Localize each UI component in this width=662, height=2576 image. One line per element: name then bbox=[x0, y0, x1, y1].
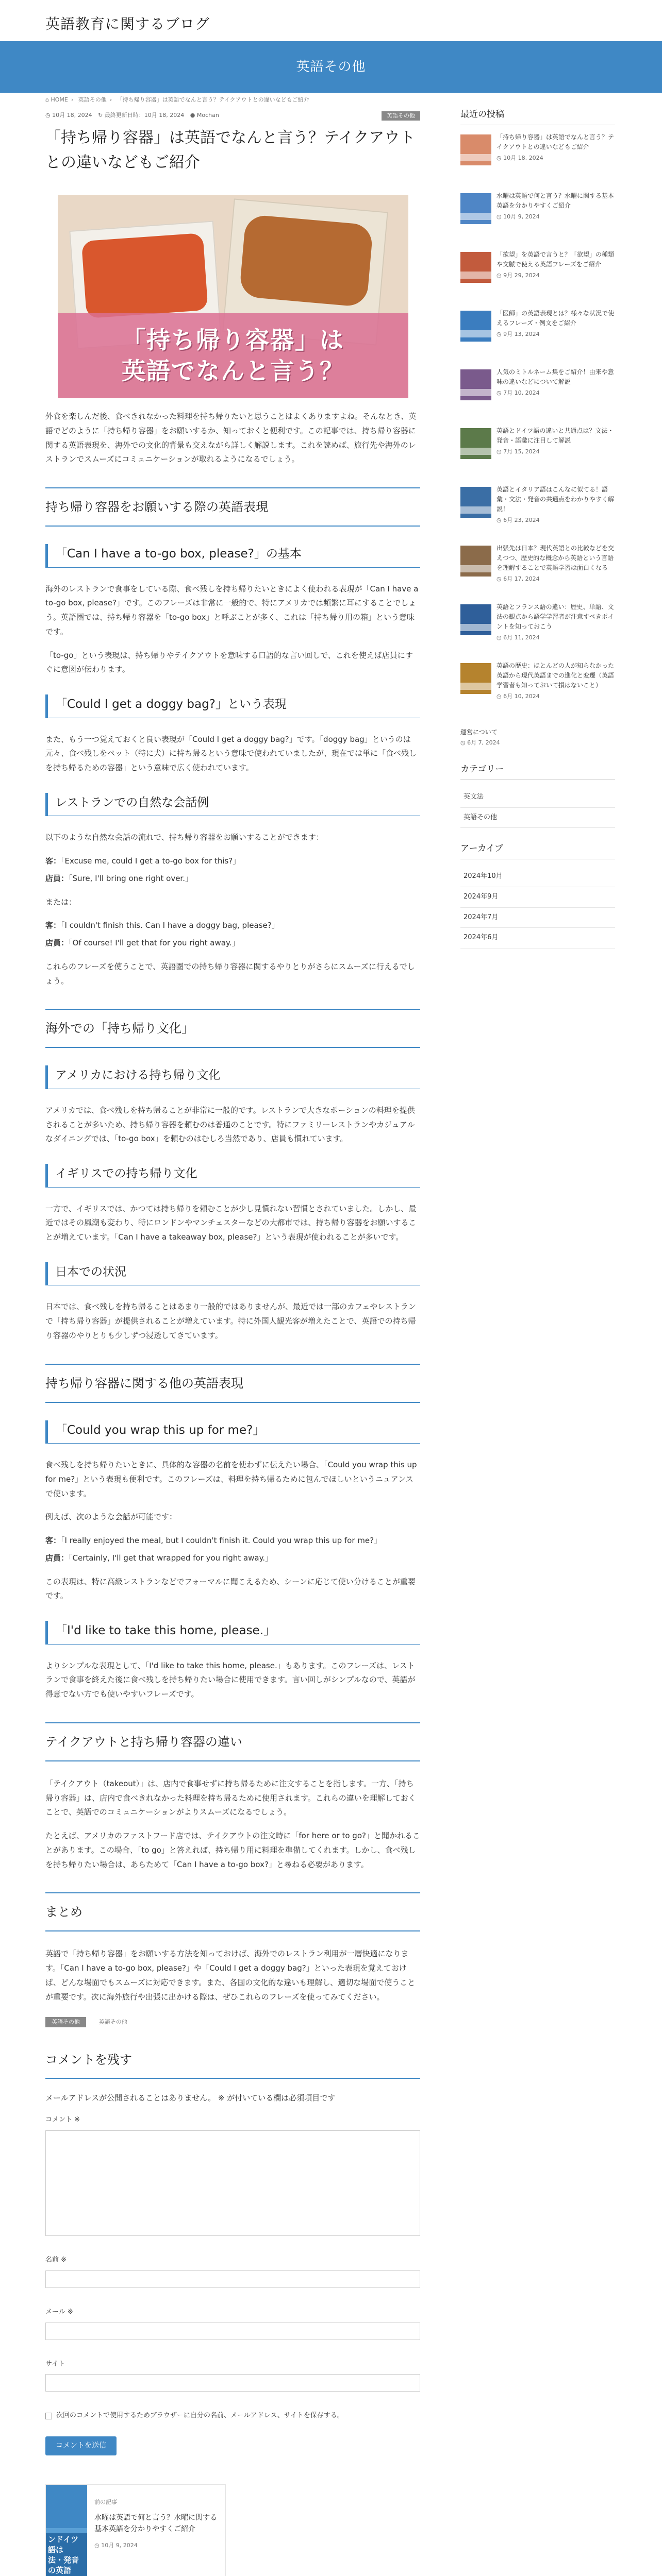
recent-post-thumbnail[interactable] bbox=[460, 663, 491, 694]
categories-title: カテゴリー bbox=[460, 762, 615, 780]
thumb-band bbox=[460, 624, 491, 631]
comment-label: コメント ※ bbox=[45, 2116, 80, 2124]
dialog-example bbox=[45, 1534, 420, 1566]
calendar-icon: ◷ bbox=[496, 331, 504, 338]
recent-post-item[interactable] bbox=[460, 661, 615, 720]
recent-post-title[interactable]: 英語とイタリア語はこんなに似てる！語彙・文法・発音の共通点をわかりやすく解説！ bbox=[496, 485, 615, 513]
recent-post-title[interactable]: 出張先は日本？現代英語との比較などを交えつつ、歴史的な概念から英語という言語を理解することで英語学習は面白くなる bbox=[496, 544, 615, 572]
home-icon: ⌂ bbox=[45, 96, 49, 103]
food-fill bbox=[81, 233, 208, 318]
recent-post-text bbox=[496, 309, 615, 367]
category-link[interactable]: 英語その他 bbox=[460, 808, 615, 828]
recent-post-date-text: 7月 10, 2024 bbox=[503, 389, 540, 397]
tag-link[interactable]: 英語その他 bbox=[45, 2017, 86, 2027]
previous-post-card[interactable] bbox=[45, 2484, 226, 2576]
subsection-heading: アメリカにおける持ち帰り文化 bbox=[45, 1065, 420, 1089]
site-header bbox=[0, 0, 662, 41]
dialog-text: 「Sure, I'll bring one right over.」 bbox=[69, 873, 193, 883]
subsection-heading: 「Could you wrap this up for me?」 bbox=[45, 1420, 420, 1444]
section-heading: まとめ bbox=[45, 1892, 420, 1931]
thumb-band bbox=[460, 154, 491, 161]
calendar-icon: ◷ bbox=[496, 517, 504, 524]
recent-post-date-text: 9月 13, 2024 bbox=[503, 331, 540, 338]
paragraph: 一方で、イギリスでは、かつては持ち帰りを頼むことが少し見慣れない習慣とされていました。しかし、最近ではその風潮も変わり、特にロンドンやマンチェスターなどの大都市では、持ち帰り容器をお願いすることが増えています。「Can I have a takeaway box, please?」という表現が使われることが多いです。 bbox=[45, 1204, 417, 1242]
dialog-text: 「I really enjoyed the meal, but I couldn't finish it. Could you wrap this up for me?」 bbox=[61, 1536, 382, 1545]
recent-post-item[interactable] bbox=[460, 485, 615, 544]
comment-form-title: コメントを残す bbox=[45, 2049, 420, 2079]
post-meta bbox=[45, 110, 420, 122]
section-heading: 持ち帰り容器をお願いする際の英語表現 bbox=[45, 487, 420, 527]
dialog-text: 「Certainly, I'll get that wrapped for you right away.」 bbox=[69, 1553, 273, 1563]
speaker-label: 客： bbox=[45, 921, 61, 930]
recent-posts-list bbox=[460, 132, 615, 720]
paragraph: 「to-go」という表現は、持ち帰りやテイクアウトを意味する口語的な言い回しで、これを使えば店員にすぐに意図が伝わります。 bbox=[45, 650, 413, 674]
recent-post-text bbox=[496, 426, 615, 485]
calendar-icon: ◷ bbox=[496, 213, 504, 221]
comment-form-note: メールアドレスが公開されることはありません。 ※ が付いている欄は必須項目です bbox=[45, 2093, 336, 2103]
name-label: 名前 ※ bbox=[45, 2256, 67, 2264]
dialog-line bbox=[45, 854, 420, 869]
post-tags bbox=[45, 2014, 420, 2028]
save-info-row bbox=[45, 2410, 420, 2422]
comment-form bbox=[45, 2049, 420, 2455]
speaker-label: 店員： bbox=[45, 1553, 69, 1563]
calendar-icon: ◷ bbox=[496, 693, 504, 700]
archive-link[interactable]: 2024年7月 bbox=[460, 908, 615, 928]
recent-post-text bbox=[496, 485, 615, 544]
recent-post-text bbox=[496, 367, 615, 426]
speaker-label: 店員： bbox=[45, 873, 69, 883]
recent-post-thumbnail[interactable] bbox=[460, 546, 491, 577]
recent-post-date bbox=[496, 329, 615, 339]
paragraph: よりシンプルな表現として、「I'd like to take this home, please.」もあります。このフレーズは、レストランで食事を終えた後に食べ残しを持ち帰りたい場合に使用できます。言い回しがシンプルなので、英語が得意でない方でも使いやすいフレーズです。 bbox=[45, 1660, 416, 1699]
submit-comment-button[interactable]: コメントを送信 bbox=[45, 2436, 117, 2455]
recent-post-date bbox=[496, 388, 615, 398]
thumb-band bbox=[460, 506, 491, 514]
about-date-text: 6月 7, 2024 bbox=[467, 739, 500, 746]
recent-post-title[interactable]: 英語とフランス語の違い：歴史、単語、文法の観点から語学学習者が注意すべきポイントを知っておこう bbox=[496, 603, 614, 631]
breadcrumb-home[interactable]: HOME bbox=[51, 96, 68, 103]
recent-post-date-text: 9月 29, 2024 bbox=[503, 272, 540, 279]
recent-post-text bbox=[496, 544, 615, 602]
paragraph: 食べ残しを持ち帰りたいときに、具体的な容器の名前を使わずに伝えたい場合、「Could you wrap this up for me?」という表現も便利です。このフレーズは、料理を持ち帰るために包んでほしいというニュアンスで使います。 bbox=[45, 1460, 417, 1498]
previous-post-date bbox=[94, 2540, 218, 2550]
recent-post-item[interactable] bbox=[460, 191, 615, 250]
recent-post-text bbox=[496, 661, 615, 720]
recent-post-title[interactable]: 「持ち帰り容器」は英語でなんと言う？テイクアウトとの違いなどもご紹介 bbox=[496, 133, 615, 150]
recent-post-date bbox=[496, 153, 615, 163]
site-label: サイト bbox=[45, 2360, 65, 2368]
recent-post-title[interactable]: 人気のミトルネーム集をご紹介！由来や意味の違いなどについて解説 bbox=[496, 368, 614, 385]
intro-paragraph: 外食を楽しんだ後、食べきれなかった料理を持ち帰りたいと思うことはよくありますよね。そんなとき、英語でどのように「持ち帰り容器」をお願いするか、知っておくと便利です。この記事では、持ち帰り容器に関する英語表現を、海外での文化的背景も交えながら詳しく解説します。これを読めば、旅行先や海外のレストランでスムーズにコミュニケーションが取れるようになるでしょう。 bbox=[45, 412, 417, 464]
previous-post-body bbox=[87, 2485, 225, 2576]
dialog-line bbox=[45, 1551, 420, 1566]
recent-post-title[interactable]: 「欲望」を英語で言うと？「欲望」の種類や文脈で使える英語フレーズをご紹介 bbox=[496, 250, 615, 268]
dialog-line bbox=[45, 872, 420, 886]
paragraph: また、もう一つ覚えておくと良い表現が「Could I get a doggy bag?」です。「doggy bag」というのは元々、食べ残しをペット（特に犬）に持ち帰るという意味で使われていましたが、現在では単に「食べ残しを持ち帰るための容器」という意味で広く使われています。 bbox=[45, 734, 417, 772]
eyecatch-caption bbox=[58, 313, 408, 398]
recent-post-text bbox=[496, 191, 615, 250]
recent-post-title[interactable]: 英語とドイツ語の違いと共通点は？文法・発音・語彙に注目して解説 bbox=[496, 427, 614, 444]
thumb-band bbox=[460, 272, 491, 279]
breadcrumb-category[interactable]: 英語その他 bbox=[78, 96, 107, 103]
thumb-band bbox=[460, 213, 491, 220]
paragraph: アメリカでは、食べ残しを持ち帰ることが非常に一般的です。レストランで大きなポーションの料理を提供されることが多いため、持ち帰り容器を頼むのは普通のことです。特にファミリーレストランやカジュアルなダイニングでは、「to-go box」を頼むのはむしろ当然であり、店員も慣れています。 bbox=[45, 1105, 415, 1144]
recent-post-thumbnail[interactable] bbox=[460, 369, 491, 400]
breadcrumb-separator: › bbox=[71, 96, 74, 103]
name-field[interactable] bbox=[45, 2270, 420, 2288]
recent-post-thumbnail[interactable] bbox=[460, 428, 491, 459]
thumb-band bbox=[460, 330, 491, 337]
archive-link[interactable]: 2024年9月 bbox=[460, 887, 615, 908]
paragraph: 以下のような自然な会話の流れで、持ち帰り容器をお願いすることができます： bbox=[45, 833, 324, 842]
paragraph: この表現は、特に高級レストランなどでフォーマルに聞こえるため、シーンに応じて使い分けることが重要です。 bbox=[45, 1577, 416, 1601]
recent-post-item[interactable] bbox=[460, 602, 615, 661]
recent-post-text bbox=[496, 250, 615, 309]
paragraph: 例えば、次のような会話が可能です： bbox=[45, 1512, 177, 1522]
recent-post-date-text: 6月 10, 2024 bbox=[503, 693, 540, 700]
section-heading: 海外での「持ち帰り文化」 bbox=[45, 1009, 420, 1048]
published-date: 10月 18, 2024 bbox=[52, 112, 92, 118]
calendar-icon: ◷ bbox=[496, 389, 504, 397]
recent-post-thumbnail[interactable] bbox=[460, 193, 491, 224]
thumb-caption-line: ンドイツ語は bbox=[48, 2534, 79, 2554]
main-column bbox=[45, 107, 420, 2576]
recent-post-thumbnail[interactable] bbox=[460, 134, 491, 165]
recent-post-date bbox=[496, 574, 615, 584]
calendar-icon: ◷ bbox=[94, 2541, 100, 2549]
email-label: メール ※ bbox=[45, 2308, 73, 2316]
calendar-icon: ◷ bbox=[496, 448, 504, 455]
calendar-icon: ◷ bbox=[496, 272, 504, 279]
previous-post-date-text: 10月 9, 2024 bbox=[101, 2541, 138, 2549]
dialog-text: 「Excuse me, could I get a to-go box for this?」 bbox=[61, 856, 241, 866]
updated-date: 最終更新日時：10月 18, 2024 bbox=[104, 112, 185, 118]
about-widget bbox=[460, 727, 615, 748]
thumb-band bbox=[460, 389, 491, 396]
breadcrumb-separator: › bbox=[109, 96, 112, 103]
recent-post-date bbox=[496, 515, 615, 525]
recent-post-date-text: 6月 23, 2024 bbox=[503, 517, 540, 524]
recent-post-date-text: 10月 18, 2024 bbox=[503, 155, 543, 162]
about-link[interactable]: 運営について bbox=[460, 728, 498, 736]
recent-post-date-text: 10月 9, 2024 bbox=[503, 213, 540, 221]
speaker-label: 店員： bbox=[45, 938, 69, 947]
eyecatch-line: 「持ち帰り容器」は bbox=[122, 326, 344, 354]
eyecatch-line: 英語でなんと言う？ bbox=[122, 357, 344, 385]
subsection-heading: 日本での状況 bbox=[45, 1262, 420, 1286]
thumb-band bbox=[460, 448, 491, 455]
recent-post-item[interactable] bbox=[460, 544, 615, 602]
category-link[interactable]: 英文法 bbox=[460, 787, 615, 808]
post-title: 「持ち帰り容器」は英語でなんと言う？テイクアウトとの違いなどもご紹介 bbox=[45, 129, 416, 172]
paragraph: これらのフレーズを使うことで、英語圏での持ち帰り容器に関するやりとりがさらにスムーズに行えるでしょう。 bbox=[45, 961, 415, 986]
recent-post-thumbnail[interactable] bbox=[460, 604, 491, 635]
speaker-label: 客： bbox=[45, 1536, 61, 1545]
breadcrumb bbox=[0, 93, 662, 107]
archive-title: アーカイブ bbox=[460, 841, 615, 859]
recent-post-item[interactable] bbox=[460, 250, 615, 309]
subsection-heading: 「Could I get a doggy bag?」という表現 bbox=[45, 694, 420, 718]
recent-post-date bbox=[496, 691, 615, 701]
food-fill bbox=[239, 214, 373, 308]
recent-post-date bbox=[496, 270, 615, 280]
thumb-band bbox=[460, 683, 491, 690]
dialog-example bbox=[45, 919, 420, 951]
eyecatch-image bbox=[58, 195, 408, 398]
paragraph: 海外のレストランで食事をしている際、食べ残しを持ち帰りたいときによく使われる表現が「Can I have a to-go box, please?」です。このフレーズは非常に一般的で、特にアメリカでは頻繁に耳にすることでしょう。英語圏では、持ち帰り容器を「to-go box」と呼ぶことが多く、これは「持ち帰り用の箱」という意味です。 bbox=[45, 584, 419, 636]
author-name: Mochan bbox=[196, 112, 219, 118]
recent-post-thumbnail[interactable] bbox=[460, 487, 491, 518]
sidebar bbox=[460, 107, 615, 948]
tag-link[interactable]: 英語その他 bbox=[98, 2019, 127, 2026]
thumb-caption-line: 法・発音の英語 bbox=[48, 2555, 79, 2575]
email-field[interactable] bbox=[45, 2323, 420, 2340]
calendar-icon: ◷ bbox=[496, 634, 504, 641]
paragraph: 「テイクアウト（takeout）」は、店内で食事せずに持ち帰るために注文することを指します。一方、「持ち帰り容器」は、店内で食べきれなかった料理を持ち帰るために使用されます。これらの違いを理解しておくことで、英語でのコミュニケーションがよりスムーズになるでしょう。 bbox=[45, 1778, 416, 1817]
subsection-heading: 「Can I have a to-go box, please?」の基本 bbox=[45, 544, 420, 568]
recent-post-text bbox=[496, 132, 615, 191]
recent-post-text bbox=[496, 602, 615, 661]
calendar-icon: ◷ bbox=[45, 112, 51, 118]
calendar-icon: ◷ bbox=[496, 155, 504, 162]
previous-post-thumbnail bbox=[46, 2485, 87, 2576]
save-info-label: 次回のコメントで使用するためブラウザーに自分の名前、メールアドレス、サイトを保存する。 bbox=[56, 2412, 344, 2420]
archive-link[interactable]: 2024年10月 bbox=[460, 867, 615, 887]
speaker-label: 客： bbox=[45, 856, 61, 866]
author-icon: ● bbox=[190, 112, 195, 118]
recent-posts-title: 最近の投稿 bbox=[460, 107, 615, 125]
comment-textarea[interactable] bbox=[45, 2130, 420, 2236]
category-banner: 英語その他 bbox=[0, 41, 662, 93]
recent-post-date-text: 7月 15, 2024 bbox=[503, 448, 540, 455]
previous-post-label: 前の記事 bbox=[94, 2498, 118, 2505]
thumb-caption bbox=[46, 2533, 87, 2576]
recent-post-thumbnail[interactable] bbox=[460, 311, 491, 342]
recent-post-date bbox=[496, 633, 615, 642]
dialog-line bbox=[45, 1534, 420, 1548]
dialog-line bbox=[45, 919, 420, 933]
recent-post-title[interactable]: 英語の歴史：ほとんどの人が知らなかった英語から現代英語までの進化と変遷（英語学習者も知っておいて損はないこと） bbox=[496, 662, 615, 689]
recent-post-item[interactable] bbox=[460, 426, 615, 485]
thumb-band bbox=[460, 565, 491, 572]
recent-post-item[interactable] bbox=[460, 309, 615, 367]
dialog-example bbox=[45, 854, 420, 886]
recent-post-item[interactable] bbox=[460, 367, 615, 426]
recent-post-date-text: 6月 17, 2024 bbox=[503, 575, 540, 583]
subsection-heading: イギリスでの持ち帰り文化 bbox=[45, 1164, 420, 1188]
paragraph: または： bbox=[45, 897, 77, 907]
recent-post-date bbox=[496, 212, 615, 222]
previous-post-title[interactable]: 水曜は英語で何と言う？水曜に関する基本英語を分かりやすくご紹介 bbox=[94, 2513, 218, 2534]
subsection-heading: レストランでの自然な会話例 bbox=[45, 793, 420, 817]
paragraph: たとえば、アメリカのファストフード店では、テイクアウトの注文時に「for here or to go?」と聞かれることがあります。この場合、「to go」と答えれば、持ち帰り用に料理を準備してくれます。しかし、食べ残しを持ち帰りたい場合は、あらためて「Can I have a to-go box?」と尋ねる必要があります。 bbox=[45, 1831, 420, 1869]
recent-post-date-text: 6月 11, 2024 bbox=[503, 634, 540, 641]
paragraph: 英語で「持ち帰り容器」をお願いする方法を知っておけば、海外でのレストラン利用が一層快適になります。「Can I have a to-go box, please?」や「Could I get a doggy bag?」といった表現を覚えておけば、どんな場面でもスムーズに対応できます。また、各国の文化的な違いも理解し、適切な場面で使うことが重要です。次に海外旅行や出張に出かける際は、ぜひこれらのフレーズを使ってみてください。 bbox=[45, 1949, 416, 2002]
calendar-icon: ◷ bbox=[496, 575, 504, 583]
about-date bbox=[460, 738, 615, 748]
subsection-heading: 「I'd like to take this home, please.」 bbox=[45, 1621, 420, 1645]
section-heading: 持ち帰り容器に関する他の英語表現 bbox=[45, 1364, 420, 1403]
save-info-checkbox[interactable] bbox=[45, 2413, 52, 2419]
recent-post-title[interactable]: 「医師」の英語表現とは？様々な状況で使えるフレーズ・例文をご紹介 bbox=[496, 309, 615, 327]
dialog-line bbox=[45, 936, 420, 951]
recent-post-title[interactable]: 水曜は英語で何と言う？水曜に関する基本英語を分かりやすくご紹介 bbox=[496, 192, 615, 209]
breadcrumb-current: 「持ち帰り容器」は英語でなんと言う？テイクアウトとの違いなどもご紹介 bbox=[117, 96, 309, 103]
section-heading: テイクアウトと持ち帰り容器の違い bbox=[45, 1722, 420, 1761]
calendar-icon: ◷ bbox=[460, 739, 466, 746]
update-icon: ↻ bbox=[98, 112, 103, 118]
paragraph: 日本では、食べ残しを持ち帰ることはあまり一般的ではありませんが、最近では一部のカフェやレストランで「持ち帰り容器」が提供されることが増えています。特に外国人観光客が増えたことで、英語での持ち帰り容器のやりとりも少しずつ浸透してきています。 bbox=[45, 1302, 416, 1340]
site-title-link[interactable]: 英語教育に関するブログ bbox=[45, 15, 210, 32]
site-field[interactable] bbox=[45, 2374, 420, 2392]
recent-post-date bbox=[496, 447, 615, 456]
archive-link[interactable]: 2024年6月 bbox=[460, 928, 615, 948]
dialog-text: 「I couldn't finish this. Can I have a doggy bag, please?」 bbox=[61, 921, 279, 930]
recent-post-thumbnail[interactable] bbox=[460, 252, 491, 283]
dialog-text: 「Of course! I'll get that for you right away.」 bbox=[69, 938, 240, 947]
recent-post-item[interactable] bbox=[460, 132, 615, 191]
category-tag[interactable]: 英語その他 bbox=[382, 111, 420, 121]
